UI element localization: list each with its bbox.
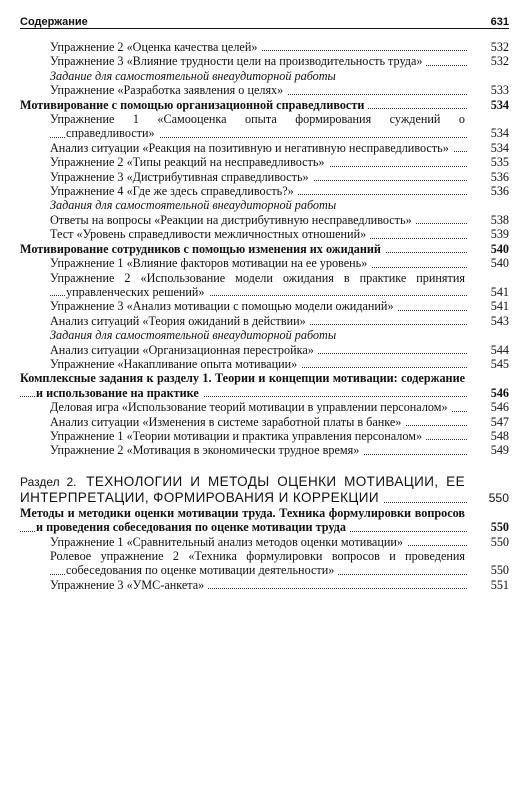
toc-entry-text: Упражнение 1 «Теории мотивации и практика управления персоналом» (50, 428, 423, 443)
toc-page-number: 533 (468, 83, 509, 97)
toc-entry-text: Упражнение 1 «Сравнительный анализ методов оценки мотивации» (50, 534, 403, 549)
toc-page-number: 532 (468, 54, 509, 68)
toc-entry (50, 256, 509, 270)
toc-entry (50, 415, 509, 429)
toc-entry-text: Упражнение «Накапливание опыта мотивации» (50, 356, 298, 371)
toc-page-number: 550 (468, 520, 509, 534)
toc-entry-text: Упражнение 1 «Самооценка опыта формирования суждений о справедливости» (50, 112, 465, 141)
toc-chapter-entry (20, 371, 509, 400)
toc-subheading (50, 198, 509, 212)
toc-entry-text: Мотивирование сотрудников с помощью изменения их ожиданий (20, 241, 381, 256)
toc-page-number: 544 (468, 343, 509, 357)
toc-entry-text: Задание для самостоятельной внеаудиторной работы (50, 68, 336, 83)
toc-entry-text: Упражнение 4 «Где же здесь справедливость?» (50, 184, 294, 199)
toc-chapter-entry (20, 242, 509, 256)
toc-page-number: 538 (468, 213, 509, 227)
toc-page-number: 540 (468, 242, 509, 256)
toc-page-number: 543 (468, 314, 509, 328)
toc-page-number: 550 (468, 535, 509, 549)
toc-entry (50, 40, 509, 54)
toc-page-number: 550 (468, 491, 509, 505)
toc-entry (50, 314, 509, 328)
toc-entry-text: Упражнение 3 «Анализ мотивации с помощью модели ожиданий» (50, 299, 394, 314)
toc-entry (50, 299, 509, 313)
toc-entry-text: Анализ ситуаций «Теория ожиданий в действии» (50, 313, 306, 328)
toc-entry-text: Упражнение 2 «Типы реакций на несправедливость» (50, 155, 325, 170)
toc-entry-text: Упражнение 3 «Влияние трудности цели на производительность труда» (50, 54, 423, 69)
toc-entry (50, 443, 509, 457)
toc-entry-text: Анализ ситуации «Изменения в системе заработной платы в банке» (50, 414, 402, 429)
toc-entry (50, 83, 509, 97)
page-header (20, 8, 509, 28)
toc-page-number: 536 (468, 170, 509, 184)
toc-entry (50, 227, 509, 241)
table-of-contents (20, 40, 509, 592)
toc-entry-text: Комплексные задания к разделу 1. Теории и концепции мотивации: содержание и использование на практике (20, 371, 465, 400)
header-rule (20, 28, 509, 29)
toc-page-number: 541 (468, 285, 509, 299)
toc-entry-text: Методы и методики оценки мотивации труда. Техника формулировки вопросов и проведения собеседования по оценке мотивации труда (20, 505, 465, 535)
section-gap (20, 458, 509, 474)
toc-entry-text: Упражнение «Разработка заявления о целях» (50, 83, 284, 98)
toc-page-number: 534 (468, 126, 509, 140)
toc-entry (50, 400, 509, 414)
toc-entry (50, 429, 509, 443)
toc-entry-text: Упражнение 2 «Оценка качества целей» (50, 40, 258, 54)
toc-chapter-entry (20, 98, 509, 112)
toc-entry (50, 141, 509, 155)
toc-entry-text: Анализ ситуации «Реакция на позитивную и негативную несправедливость» (50, 140, 449, 155)
toc-entry-text: Ролевое упражнение 2 «Техника формулировки вопросов и проведения собеседования по оценке мотивации деятельности» (50, 549, 465, 578)
toc-entry-text: Упражнение 2 «Использование модели ожидания в практике принятия управленческих решений» (50, 270, 465, 299)
toc-entry (50, 549, 509, 578)
toc-page-number: 534 (468, 141, 509, 155)
toc-entry-text: Упражнение 3 «УМС-анкета» (50, 577, 205, 592)
toc-page-number: 549 (468, 443, 509, 457)
toc-entry (50, 54, 509, 68)
header-page-number: 631 (490, 16, 509, 28)
toc-entry-text: Упражнение 2 «Мотивация в экономически трудное время» (50, 443, 360, 458)
toc-page-number: 551 (468, 578, 509, 592)
toc-page-number: 532 (468, 40, 509, 54)
toc-page-number: 540 (468, 256, 509, 270)
toc-entry (50, 357, 509, 371)
toc-page-number: 536 (468, 184, 509, 198)
toc-entry-text: Деловая игра «Использование теорий мотивации в управлении персоналом» (50, 400, 448, 415)
toc-page-number: 547 (468, 415, 509, 429)
toc-section-label: Раздел 2. (20, 474, 77, 489)
toc-page-number: 535 (468, 155, 509, 169)
toc-entry-text: Ответы на вопросы «Реакции на дистрибутивную несправедливость» (50, 212, 412, 227)
toc-entry (50, 271, 509, 300)
toc-entry (50, 184, 509, 198)
toc-entry (50, 343, 509, 357)
toc-page-number: 541 (468, 299, 509, 313)
toc-page-number: 546 (468, 400, 509, 414)
toc-entry-text: Тест «Уровень справедливости межличностных отношений» (50, 227, 367, 242)
toc-entry-text: Задания для самостоятельной внеаудиторной работы (50, 198, 337, 213)
toc-entry-text: Упражнение 1 «Влияние факторов мотивации на ее уровень» (50, 256, 368, 271)
toc-page-number: 546 (468, 386, 509, 400)
toc-entry-text: ТЕХНОЛОГИИ И МЕТОДЫ ОЦЕНКИ МОТИВАЦИИ, ЕЕ ИНТЕРПРЕТАЦИИ, ФОРМИРОВАНИЯ И КОРРЕКЦИИ (20, 473, 465, 505)
toc-entry (50, 155, 509, 169)
toc-subheading (50, 69, 509, 83)
toc-entry (50, 213, 509, 227)
toc-page-number: 545 (468, 357, 509, 371)
toc-entry (50, 112, 509, 141)
toc-entry-text: Мотивирование с помощью организационной справедливости (20, 97, 365, 112)
toc-page-number: 534 (468, 98, 509, 112)
toc-page-number: 539 (468, 227, 509, 241)
toc-subheading (50, 328, 509, 342)
toc-entry (50, 578, 509, 592)
toc-entry (50, 535, 509, 549)
header-title: Содержание (20, 16, 88, 28)
toc-entry-text: Анализ ситуации «Организационная перестройка» (50, 342, 314, 357)
toc-chapter-entry (20, 506, 509, 535)
toc-entry-text: Задания для самостоятельной внеаудиторной работы (50, 328, 337, 343)
toc-page-number: 550 (468, 563, 509, 577)
toc-section-heading (20, 474, 509, 506)
toc-entry-text: Упражнение 3 «Дистрибутивная справедливость» (50, 169, 309, 184)
toc-page-number: 548 (468, 429, 509, 443)
toc-entry (50, 170, 509, 184)
